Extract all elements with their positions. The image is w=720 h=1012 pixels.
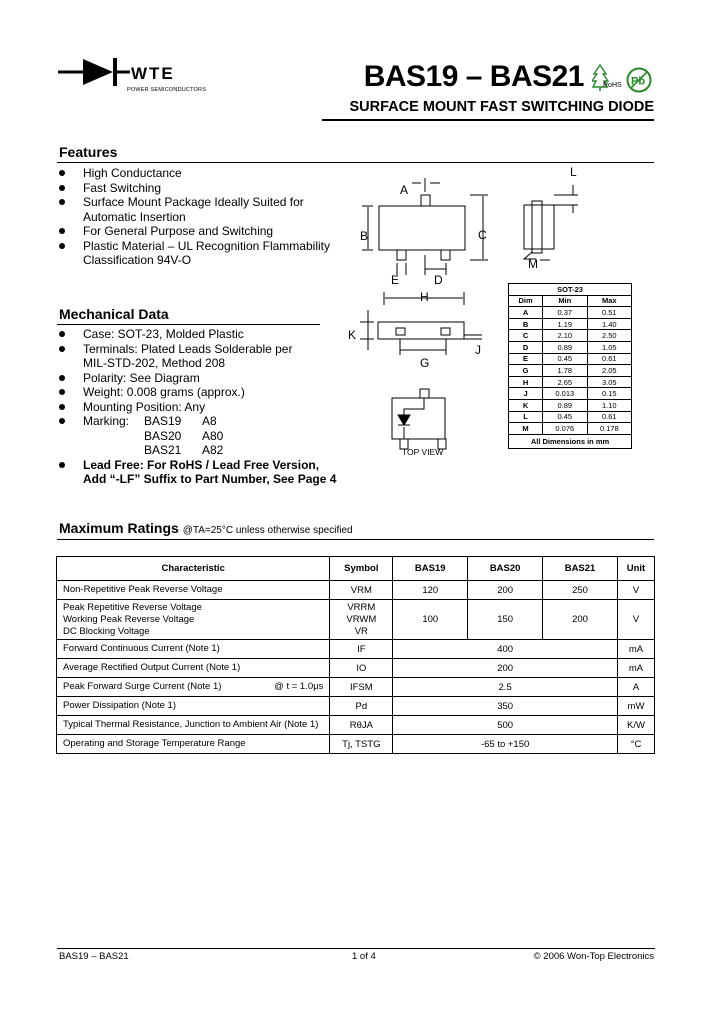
features-list <box>57 166 330 268</box>
table-row: G 1.78 2.05 <box>509 365 632 377</box>
ratings-table <box>56 556 655 754</box>
table-row: Non-Repetitive Peak Reverse Voltage VRM 120 200 250 V <box>57 581 655 600</box>
col-bas21: BAS21 <box>543 557 618 581</box>
max-header: Max <box>587 295 632 307</box>
col-bas19: BAS19 <box>393 557 468 581</box>
dim-label-c: C <box>478 228 487 242</box>
list-item: Fast Switching <box>57 181 330 196</box>
table-row: Forward Continuous Current (Note 1) IF 400 mA <box>57 640 655 659</box>
ratings-title: Maximum Ratings @TA=25°C unless otherwise specified <box>59 520 353 536</box>
ratings-rule <box>57 539 654 540</box>
rohs-label: RoHS <box>603 82 622 89</box>
list-item-continued: Automatic Insertion <box>83 209 186 224</box>
table-row: B 1.19 1.40 <box>509 318 632 330</box>
table-row: C 2.10 2.50 <box>509 330 632 342</box>
col-characteristic: Characteristic <box>57 557 330 581</box>
dim-label-l: L <box>570 165 577 179</box>
dim-table-title: SOT-23 <box>509 284 632 296</box>
logo-text: WTE <box>131 64 175 83</box>
dim-label-h: H <box>420 290 429 304</box>
dim-label-j: J <box>475 343 481 357</box>
dim-label-d: D <box>434 273 443 287</box>
table-row: Typical Thermal Resistance, Junction to Ambient Air (Note 1) RθJA 500 K/W <box>57 716 655 735</box>
list-item: Mounting Position: Any <box>57 400 336 415</box>
list-item: Lead Free: For RoHS / Lead Free Version, <box>57 458 336 473</box>
col-unit: Unit <box>617 557 654 581</box>
marking-item: BAS20 A80 <box>144 428 224 443</box>
part-title: BAS19 – BAS21 <box>363 60 584 93</box>
table-row: Average Rectified Output Current (Note 1) IO 200 mA <box>57 659 655 678</box>
col-bas20: BAS20 <box>468 557 543 581</box>
features-title: Features <box>59 144 118 160</box>
header-rule <box>322 119 654 121</box>
min-header: Min <box>543 295 587 307</box>
list-item: Polarity: See Diagram <box>57 371 336 386</box>
table-row: Operating and Storage Temperature Range Tj, TSTG -65 to +150 °C <box>57 735 655 754</box>
col-symbol: Symbol <box>330 557 393 581</box>
table-row: J 0.013 0.15 <box>509 388 632 400</box>
dim-table-footer: All Dimensions in mm <box>509 434 632 448</box>
dim-label-g: G <box>420 356 430 370</box>
table-row: D 0.89 1.05 <box>509 341 632 353</box>
marking-item: BAS21 A82 <box>144 443 224 457</box>
list-item-continued: Add “-LF” Suffix to Part Number, See Page 4 <box>83 472 337 486</box>
mechanical-list <box>57 327 336 487</box>
table-row: K 0.89 1.10 <box>509 399 632 411</box>
list-item: High Conductance <box>57 166 330 181</box>
table-row: Peak Forward Surge Current (Note 1) @ t = 1.0μs IFSM 2.5 A <box>57 678 655 697</box>
dim-header: Dim <box>509 295 543 307</box>
table-row: Power Dissipation (Note 1) Pd 350 mW <box>57 697 655 716</box>
side-view-drawing <box>524 185 578 260</box>
list-item: Weight: 0.008 grams (approx.) <box>57 385 336 400</box>
list-item: Case: SOT-23, Molded Plastic <box>57 327 336 342</box>
list-item: For General Purpose and Switching <box>57 224 330 239</box>
front-view-drawing <box>362 178 488 275</box>
footer-rule <box>57 948 655 949</box>
mechanical-rule <box>57 324 320 325</box>
list-item: Terminals: Plated Leads Solderable per <box>57 342 336 357</box>
list-item-continued: MIL-STD-202, Method 208 <box>83 356 226 370</box>
features-rule <box>57 162 654 163</box>
top-view-label: TOP VIEW <box>402 447 444 457</box>
dim-label-e: E <box>391 273 400 287</box>
dim-label-b: B <box>360 229 369 243</box>
list-item: Surface Mount Package Ideally Suited for <box>57 195 330 210</box>
pb-label: Pb <box>631 75 646 88</box>
mechanical-title: Mechanical Data <box>59 306 169 322</box>
table-row: A 0.37 0.51 <box>509 307 632 319</box>
footer-page: 1 of 4 <box>352 951 376 962</box>
ratings-condition: @TA=25°C unless otherwise specified <box>182 525 353 536</box>
dim-label-k: K <box>348 328 357 342</box>
top-view-drawing <box>392 389 446 449</box>
list-item: Plastic Material – UL Recognition Flammability <box>57 239 330 254</box>
dimension-table <box>508 283 632 449</box>
footer-part: BAS19 – BAS21 <box>59 951 129 962</box>
table-row: M 0.076 0.178 <box>509 423 632 435</box>
logo-subtitle: POWER SEMICONDUCTORS <box>127 87 207 93</box>
table-row: H 2.65 3.05 <box>509 376 632 388</box>
page-subtitle: SURFACE MOUNT FAST SWITCHING DIODE <box>349 99 654 115</box>
lead-free-icon <box>626 67 652 93</box>
list-item-continued: Classification 94V-O <box>83 253 192 267</box>
table-row: E 0.45 0.61 <box>509 353 632 365</box>
table-row: Peak Repetitive Reverse Voltage Working Peak Reverse Voltage DC Blocking Voltage VRRM VRWM VR 100 150 200 V <box>57 600 655 640</box>
dim-label-m: M <box>528 257 538 271</box>
marking-item: Marking: BAS19 A8 <box>57 414 336 429</box>
footer-copyright: © 2006 Won-Top Electronics <box>533 951 654 962</box>
dim-label-a: A <box>400 183 409 197</box>
table-row: L 0.45 0.61 <box>509 411 632 423</box>
